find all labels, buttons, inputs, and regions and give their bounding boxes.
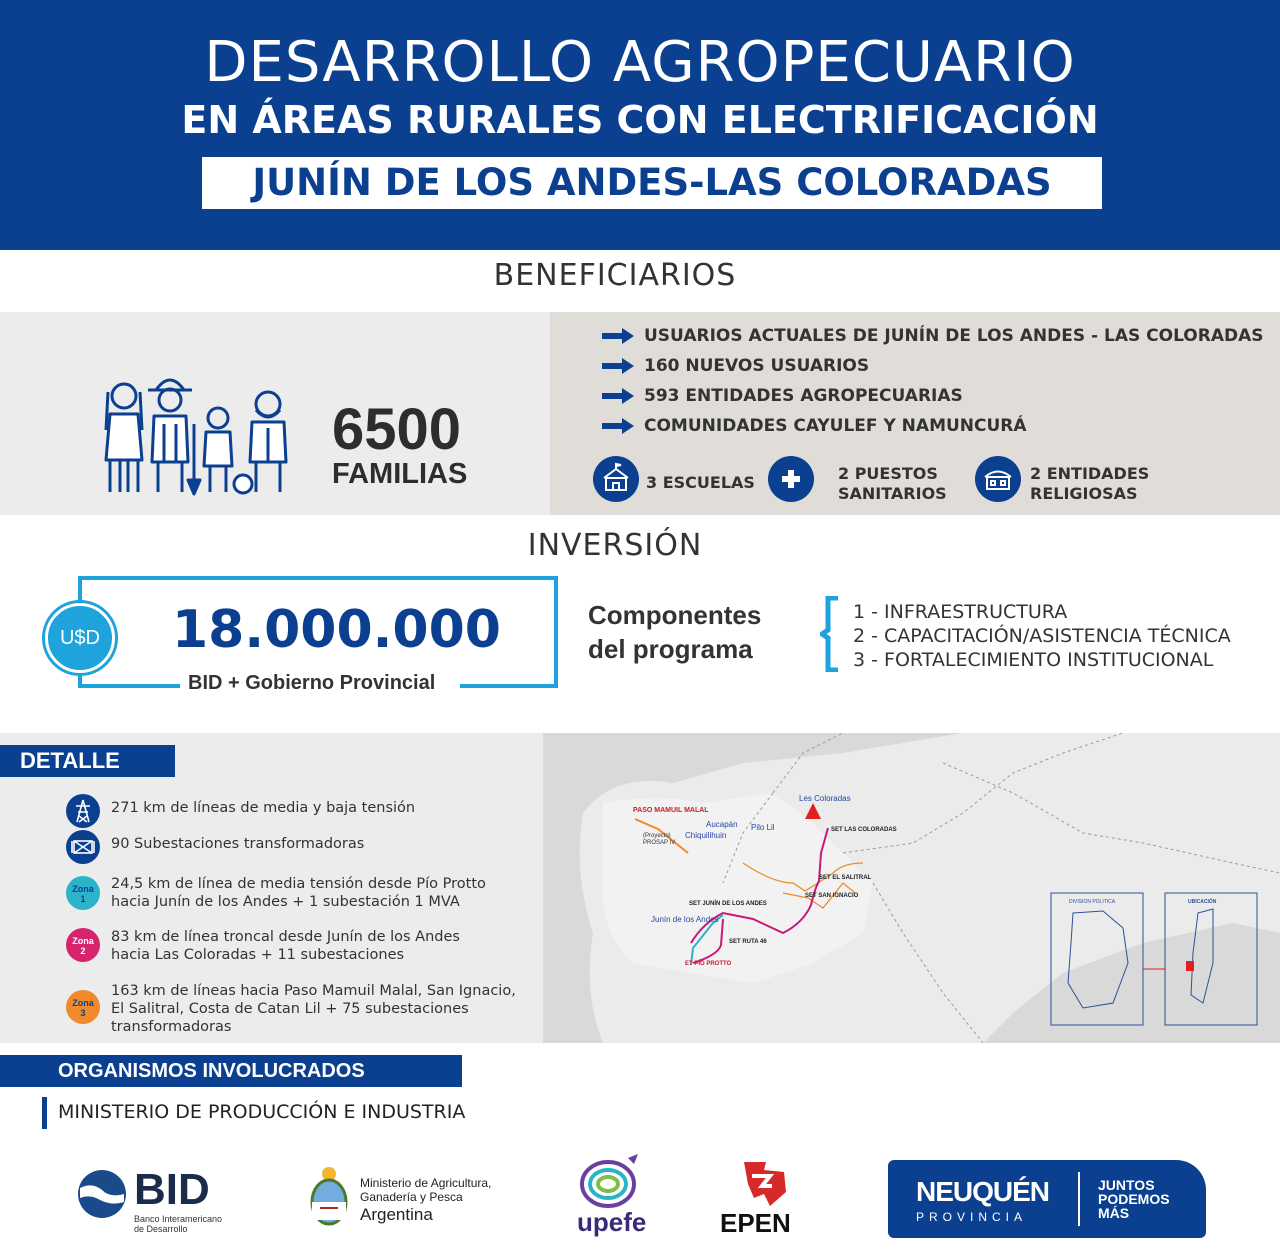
header-banner: [0, 0, 1280, 250]
map-label-pilo-lil: Pilo Lil: [751, 823, 775, 832]
map-label-set-ruta: SET RUTA 46: [729, 939, 767, 945]
arrow-right-icon: [602, 358, 634, 374]
beneficiarios-title: BENEFICIARIOS: [493, 258, 737, 293]
components-title-line2: del programa: [588, 634, 753, 664]
detalle-title: DETALLE: [20, 748, 120, 773]
beneficiary-text: USUARIOS ACTUALES DE JUNÍN DE LOS ANDES - LAS COLORADAS: [644, 326, 1264, 346]
bid-globe-icon: [72, 1168, 134, 1220]
neuquen-logo-text: NEUQUÉN: [916, 1176, 1050, 1207]
header-title-line2: EN ÁREAS RURALES CON ELECTRIFICACIÓN: [181, 98, 1099, 142]
components-title-line1: Componentes: [588, 600, 762, 630]
component-item: 1 - INFRAESTRUCTURA: [853, 601, 1068, 623]
map-label-et-pio: ET PÍO PROTTO: [685, 961, 732, 967]
detalle-zone-3-text: 163 km de líneas hacia Paso Mamuil Malal, San Ignacio, El Salitral, Costa de Catan Lil + 75 subestaciones transformadoras: [111, 983, 516, 1035]
neuquen-logo: [888, 1160, 1206, 1238]
component-item: 3 - FORTALECIMIENTO INSTITUCIONAL: [853, 649, 1214, 671]
investment-amount: 18.000.000: [172, 600, 501, 660]
organismos-title: ORGANISMOS INVOLUCRADOS: [58, 1060, 365, 1082]
neuquen-provincia-text: PROVINCIA: [916, 1210, 1028, 1224]
components-list: [853, 600, 1231, 672]
map-label-set-san-ignacio: SET SAN IGNACIO: [805, 893, 859, 899]
map-label-prosap: PROSAP IV: [643, 840, 676, 846]
epen-logo-text: EPEN: [720, 1208, 791, 1238]
detalle-line-text: 271 km de líneas de media y baja tensión: [111, 800, 416, 816]
detalle-zone-2-text: 83 km de línea troncal desde Junín de los Andes hacia Las Coloradas + 11 subestaciones: [111, 929, 460, 963]
map-drawing: [543, 733, 1280, 1043]
facility-health-line1: 2 PUESTOS: [838, 464, 938, 483]
zone-3-label: Zona 3: [72, 998, 94, 1018]
map-label-set-junin: SET JUNÍN DE LOS ANDES: [689, 901, 767, 907]
map-label-paso-mamuil: PASO MAMUIL MALAL: [633, 807, 709, 814]
currency-label: U$D: [59, 627, 100, 649]
detalle-substation-text: 90 Subestaciones transformadoras: [111, 836, 365, 852]
organismos-bar: [42, 1097, 47, 1129]
arrow-right-icon: [602, 418, 634, 434]
beneficiary-text: 160 NUEVOS USUARIOS: [644, 356, 870, 376]
zone-1-badge: [66, 876, 100, 910]
zone-2-label: Zona 2: [72, 936, 94, 956]
zone-2-badge: [66, 928, 100, 962]
upefe-logo-text: upefe: [577, 1207, 647, 1237]
facility-religious-line1: 2 ENTIDADES: [1030, 464, 1150, 483]
neuquen-divider: [1078, 1172, 1080, 1226]
beneficiary-text: COMUNIDADES CAYULEF Y NAMUNCURÁ: [644, 416, 1027, 436]
organismos-tab: [0, 1055, 462, 1087]
substation-icon: [66, 830, 100, 864]
argentina-coat-of-arms-icon: [306, 1164, 352, 1230]
map-label-aucapan: Aucapán: [706, 820, 738, 829]
power-tower-icon: [66, 794, 100, 828]
currency-badge: [45, 603, 115, 673]
arrow-right-icon: [602, 388, 634, 404]
map-label-set-coloradas: SET LAS COLORADAS: [831, 827, 897, 833]
juntos-podemos-text: JUNTOS PODEMOS MÁS: [1098, 1177, 1170, 1221]
map-label-division: DIVISION POLITICA: [1069, 899, 1116, 905]
bid-logo-text: BID: [134, 1165, 210, 1214]
component-item: 2 - CAPACITACIÓN/ASISTENCIA TÉCNICA: [853, 625, 1231, 647]
detalle-tab: [0, 745, 175, 777]
facility-health-label: [838, 464, 947, 504]
families-label: FAMILIAS: [332, 458, 468, 490]
facility-health-line2: SANITARIOS: [838, 484, 947, 503]
components-title: [588, 598, 761, 666]
inversion-title: INVERSIÓN: [527, 528, 703, 563]
bracket-icon: [820, 596, 842, 672]
map-label-proyecto: (Proyecto): [643, 833, 671, 839]
ministerio-agricultura-logo: Ministerio de Agricultura, Ganadería y Pesca Argentina: [360, 1176, 492, 1224]
header-subtitle: JUNÍN DE LOS ANDES-LAS COLORADAS: [252, 161, 1052, 204]
organismos-item: MINISTERIO DE PRODUCCIÓN E INDUSTRIA: [58, 1101, 466, 1123]
header-subtitle-box: [202, 157, 1102, 209]
upefe-swirl-icon: [578, 1152, 642, 1214]
map-label-set-salitral: SET EL SALITRAL: [819, 875, 872, 881]
map-label-chiquilihuin: Chiquilihuin: [685, 831, 727, 840]
bid-logo-sub: Banco Interamericano de Desarrollo: [134, 1214, 223, 1234]
beneficiary-text: 593 ENTIDADES AGROPECUARIAS: [644, 386, 963, 406]
medical-cross-icon: [768, 456, 814, 502]
project-map: [543, 733, 1280, 1043]
school-icon: [593, 456, 639, 502]
facility-religious-label: [1030, 464, 1149, 504]
header-title-line1: DESARROLLO AGROPECUARIO: [204, 30, 1076, 95]
list-item: [602, 354, 869, 378]
facility-schools-label: 3 ESCUELAS: [646, 473, 755, 492]
facility-religious-line2: RELIGIOSAS: [1030, 484, 1138, 503]
list-item: [602, 324, 1264, 348]
detalle-zone-1-text: 24,5 km de línea de media tensión desde Pío Protto hacia Junín de los Andes + 1 subestación 1 MVA: [111, 876, 486, 910]
arrow-right-icon: [602, 328, 634, 344]
investment-source: BID + Gobierno Provincial: [188, 672, 436, 694]
family-illustration-icon: [98, 370, 290, 496]
families-count: 6500: [332, 397, 462, 462]
zone-3-badge: [66, 990, 100, 1024]
map-label-ubicacion: UBICACIÓN: [1188, 899, 1217, 905]
church-icon: [975, 456, 1021, 502]
zone-1-label: Zona 1: [72, 884, 94, 904]
list-item: [602, 384, 963, 408]
map-label-coloradas: Les Coloradas: [799, 794, 851, 803]
epen-map-icon: [740, 1158, 790, 1210]
map-label-junin: Junín de los Andes: [651, 915, 719, 924]
list-item: [602, 414, 1027, 438]
